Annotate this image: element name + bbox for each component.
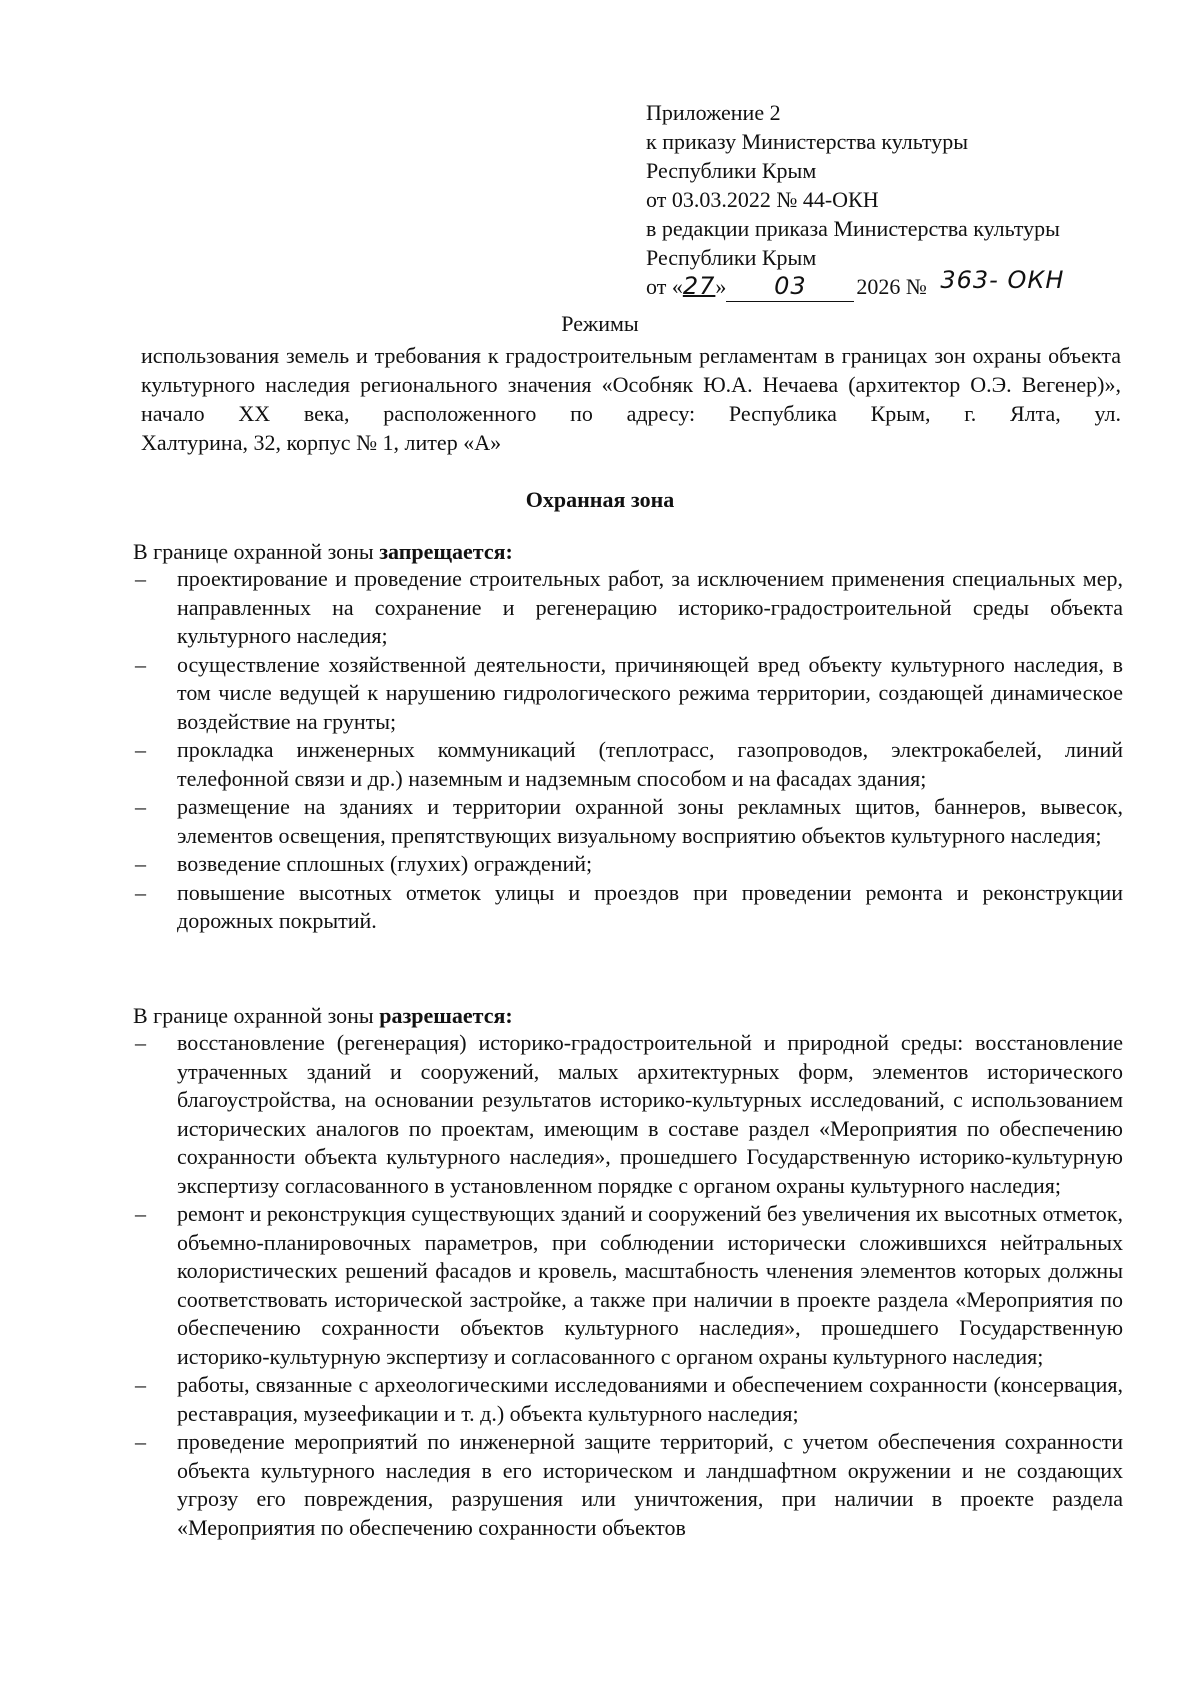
- permitted-list: [133, 1029, 1123, 1542]
- appendix-line: в редакции приказа Министерства культуры: [646, 216, 1060, 241]
- list-item-text: повышение высотных отметок улицы и проездов при проведении ремонта и реконструкции дорожных покрытий.: [177, 879, 1123, 933]
- month-slot: [726, 272, 854, 302]
- prohibited-block: [133, 538, 1123, 936]
- handwritten-day: 27: [682, 272, 716, 300]
- list-item: [133, 651, 1123, 737]
- year-suffix: 2026 №: [856, 274, 927, 299]
- list-item-text: прокладка инженерных коммуникаций (теплотрасс, газопроводов, электрокабелей, линий телефонной связи и др.) наземным и надземным способом и на фасадах здания;: [177, 737, 1123, 791]
- appendix-line: к приказу Министерства культуры: [646, 129, 969, 154]
- dash-marker: –: [135, 879, 146, 905]
- dash-marker: –: [135, 794, 146, 819]
- list-item-text: работы, связанные с археологическими исследованиями и обеспечением сохранности (консервация, реставрация, музеефикации и т. д.) объекта культурного наследия;: [177, 1372, 1123, 1426]
- list-item-text: проектирование и проведение строительных работ, за исключением применения специальных мер, направленных на сохранение и регенерацию историко-градостроительной среды объекта культурного наследия;: [177, 566, 1123, 648]
- list-item: [133, 1428, 1123, 1542]
- list-item-text: возведение сплошных (глухих) ограждений;: [177, 851, 593, 876]
- handwritten-number: 363- ОКН: [940, 266, 1065, 294]
- prohibited-lead: [133, 538, 1123, 565]
- list-item: [133, 793, 1123, 850]
- list-item-text: размещение на зданиях и территории охранной зоны рекламных щитов, баннеров, вывесок, элементов освещения, препятствующих визуальному восприятию объектов культурного наследия;: [177, 794, 1123, 848]
- handwritten-month: 03: [774, 272, 807, 300]
- date-prefix: от «: [646, 274, 683, 299]
- list-item: [133, 850, 1123, 879]
- prohibited-list: [133, 565, 1123, 936]
- list-item-text: проведение мероприятий по инженерной защите территорий, с учетом обеспечения сохранности объекта культурного наследия в его историческом и ландшафтном окружении и не создающих угрозу его повреждения, разрушения или уничтожения, при наличии в проекте раздела «Мероприятия по обеспечению сохранности объектов: [177, 1429, 1123, 1540]
- date-after-day: »: [715, 274, 727, 299]
- dash-marker: –: [135, 737, 146, 762]
- permitted-lead-text: В границе охранной зоны: [133, 1003, 380, 1028]
- prohibited-lead-text: В границе охранной зоны: [133, 539, 380, 564]
- title-body-text: использования земель и требования к градостроительным регламентам в границах зон охраны объекта культурного наследия регионального значения «Особняк Ю.А. Нечаева (архитектор О.Э. Вегенер)», начало XX века, расположенного по адресу: Республика Крым, г. Ялта, ул.: [141, 343, 1121, 426]
- list-item-text: восстановление (регенерация) историко-градостроительной и природной среды: восстановление утраченных зданий и сооружений, малых архитектурных форм, элементов исторического благоустройства, на основании результатов историко-культурных исследований, с использованием исторических аналогов по проектам, имеющим в составе раздел «Мероприятия по обеспечению сохранности объекта культурного наследия», прошедшего Государственную историко-культурную экспертизу согласованного в установленном порядке с органом охраны культурного наследия;: [177, 1030, 1123, 1198]
- title-body-last-line: Халтурина, 32, корпус № 1, литер «А»: [141, 430, 502, 455]
- title-body: [141, 341, 1121, 457]
- appendix-line: от 03.03.2022 № 44-ОКН: [646, 187, 879, 212]
- list-item: [133, 736, 1123, 793]
- dash-marker: –: [135, 851, 146, 876]
- permitted-block: [133, 1002, 1123, 1542]
- list-item: [133, 1200, 1123, 1371]
- appendix-line: Приложение 2: [646, 100, 781, 125]
- dash-marker: –: [135, 566, 146, 591]
- list-item: [133, 1029, 1123, 1200]
- permitted-lead-bold: разрешается:: [379, 1003, 513, 1028]
- prohibited-lead-bold: запрещается:: [379, 539, 513, 564]
- title-word: Режимы: [561, 311, 639, 336]
- list-item-text: ремонт и реконструкция существующих зданий и сооружений без увеличения их высотных отметок, объемно-планировочных параметров, при соблюдении исторически сложившихся нейтральных колористических решений фасадов и кровель, масштабность членения элементов которых должны соответствовать исторической застройке, а также при наличии в проекте раздела «Мероприятия по обеспечению сохранности объектов культурного наследия», прошедшего Государственную историко-культурную экспертизу и согласованного с органом охраны культурного наследия;: [177, 1201, 1123, 1369]
- appendix-date-line: [646, 266, 1116, 302]
- list-item: [133, 565, 1123, 651]
- dash-marker: –: [135, 651, 146, 677]
- permitted-lead: [133, 1002, 1123, 1029]
- appendix-header: [646, 98, 1116, 302]
- appendix-line: Республики Крым: [646, 158, 817, 183]
- section-heading: Охранная зона: [525, 487, 675, 512]
- dash-marker: –: [135, 1429, 146, 1454]
- dash-marker: –: [135, 1030, 146, 1055]
- dash-marker: –: [135, 1372, 146, 1397]
- dash-marker: –: [135, 1201, 146, 1226]
- list-item-text: осуществление хозяйственной деятельности, причиняющей вред объекту культурного наследия, в том числе ведущей к нарушению гидрологического режима территории, создающей динамическое воздействие на грунты;: [177, 651, 1123, 734]
- appendix-line: Республики Крым: [646, 245, 817, 270]
- list-item: [133, 1371, 1123, 1428]
- list-item: [133, 879, 1123, 936]
